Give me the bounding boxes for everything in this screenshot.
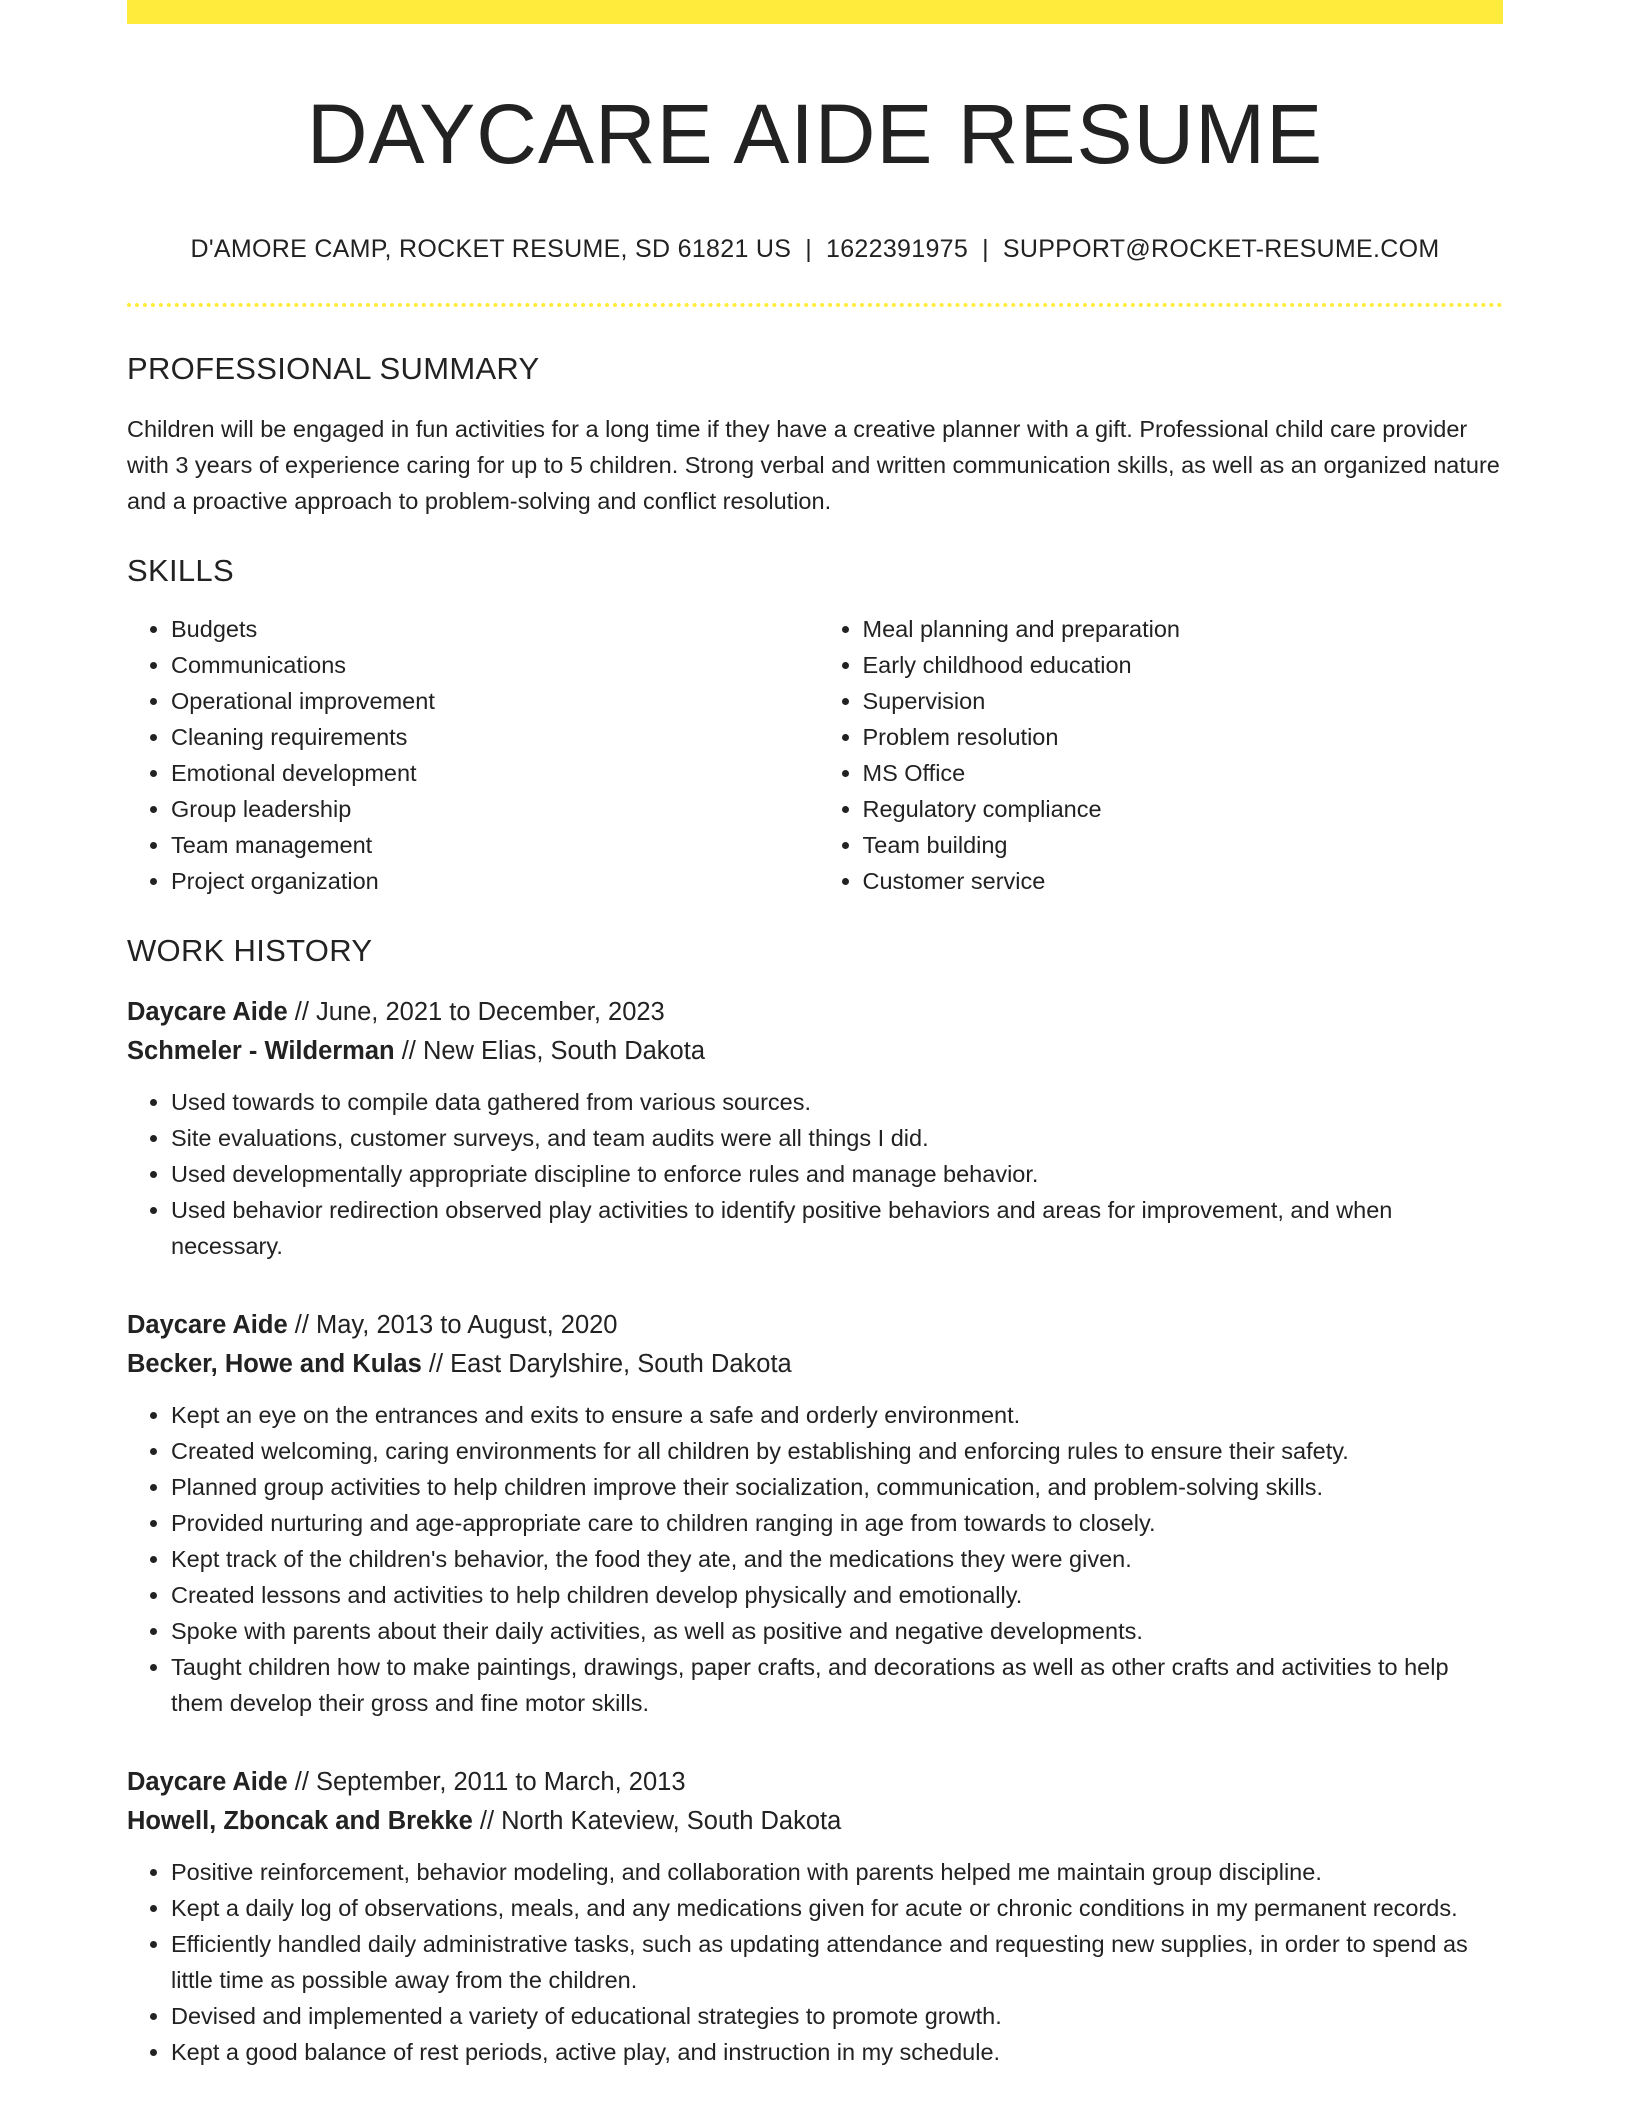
skill-item: • Cleaning requirements [171, 719, 812, 755]
job-bullet: • Efficiently handled daily administrative tasks, such as updating attendance and requesting new supplies, in order to spend as little time as possible away from the children. [171, 1926, 1503, 1998]
job-company-line [127, 1802, 1503, 1841]
job-location: // North Kateview, South Dakota [472, 1807, 842, 1835]
job-dates: // September, 2011 to March, 2013 [287, 1768, 686, 1796]
skills-list-left [127, 611, 812, 899]
dotted-divider [127, 303, 1503, 307]
job-bullet: • Spoke with parents about their daily activities, as well as positive and negative developments. [171, 1613, 1503, 1649]
skill-item: • MS Office [863, 755, 1504, 791]
work-history-heading: WORK HISTORY [127, 933, 373, 968]
skill-item: • Emotional development [171, 755, 812, 791]
job-bullets [127, 1854, 1503, 2070]
job-bullet: • Kept a daily log of observations, meals, and any medications given for acute or chronic conditions in my permanent records. [171, 1890, 1503, 1926]
summary-heading: PROFESSIONAL SUMMARY [127, 351, 540, 386]
job-bullet: • Devised and implemented a variety of educational strategies to promote growth. [171, 1998, 1503, 2034]
resume-page [127, 0, 1503, 2070]
job-bullet: • Planned group activities to help children improve their socialization, communication, and problem-solving skills. [171, 1469, 1503, 1505]
job-bullets [127, 1084, 1503, 1264]
skill-item: • Project organization [171, 863, 812, 899]
skill-item: • Communications [171, 647, 812, 683]
job-title-line [127, 1763, 1503, 1802]
job-location: // New Elias, South Dakota [394, 1037, 706, 1065]
job-bullet: • Taught children how to make paintings, drawings, paper crafts, and decorations as well as other crafts and activities to help them develop their gross and fine motor skills. [171, 1649, 1503, 1721]
skill-item: • Team building [863, 827, 1504, 863]
job-company-line [127, 1032, 1503, 1071]
job-bullet: • Used towards to compile data gathered from various sources. [171, 1084, 1503, 1120]
skill-item: • Customer service [863, 863, 1504, 899]
job-bullet: • Used behavior redirection observed play activities to identify positive behaviors and areas for improvement, and when necessary. [171, 1192, 1503, 1264]
job-title-line [127, 993, 1503, 1032]
skill-item: • Team management [171, 827, 812, 863]
contact-address: D'AMORE CAMP, ROCKET RESUME, SD 61821 US [190, 235, 792, 263]
resume-title: DAYCARE AIDE RESUME [306, 87, 1324, 181]
contact-phone: 1622391975 [826, 235, 969, 263]
contact-email: SUPPORT@ROCKET-RESUME.COM [1002, 235, 1440, 263]
job-company-line [127, 1345, 1503, 1384]
job-title: Daycare Aide [127, 998, 288, 1026]
job-dates: // June, 2021 to December, 2023 [287, 998, 665, 1026]
summary-text: Children will be engaged in fun activities for a long time if they have a creative planner with a gift. Professional child care provider with 3 years of experience caring for up to 5 children. Strong verbal and written communication skills, as well as an organized nature and a proactive approach to problem-solving and conflict resolution. [127, 416, 1500, 514]
skill-item: • Budgets [171, 611, 812, 647]
accent-top-bar [127, 0, 1503, 24]
job-bullet: • Provided nurturing and age-appropriate care to children ranging in age from towards to closely. [171, 1505, 1503, 1541]
job-bullet: • Created welcoming, caring environments for all children by establishing and enforcing rules to ensure their safety. [171, 1433, 1503, 1469]
job-bullet: • Used developmentally appropriate discipline to enforce rules and manage behavior. [171, 1156, 1503, 1192]
job-bullet: • Created lessons and activities to help children develop physically and emotionally. [171, 1577, 1503, 1613]
job-bullet: • Positive reinforcement, behavior modeling, and collaboration with parents helped me maintain group discipline. [171, 1854, 1503, 1890]
contact-separator: | [805, 235, 813, 263]
skills-columns [127, 611, 1503, 899]
job-title: Daycare Aide [127, 1768, 288, 1796]
skill-item: • Operational improvement [171, 683, 812, 719]
skill-item: • Group leadership [171, 791, 812, 827]
job-entry [127, 993, 1503, 1264]
job-bullets [127, 1397, 1503, 1721]
job-company: Howell, Zboncak and Brekke [127, 1807, 473, 1835]
job-entry [127, 1763, 1503, 2070]
skill-item: • Problem resolution [863, 719, 1504, 755]
job-title-line [127, 1306, 1503, 1345]
contact-separator: | [982, 235, 989, 263]
job-dates: // May, 2013 to August, 2020 [287, 1311, 618, 1339]
skills-list-right [812, 611, 1504, 899]
job-location: // East Darylshire, South Dakota [421, 1350, 792, 1378]
job-title: Daycare Aide [127, 1311, 288, 1339]
job-company: Becker, Howe and Kulas [127, 1350, 422, 1378]
job-bullet: • Kept track of the children's behavior, the food they ate, and the medications they were given. [171, 1541, 1503, 1577]
skill-item: • Meal planning and preparation [863, 611, 1504, 647]
skills-heading: SKILLS [127, 553, 234, 588]
job-bullet: • Kept a good balance of rest periods, active play, and instruction in my schedule. [171, 2034, 1503, 2070]
job-bullet: • Site evaluations, customer surveys, and team audits were all things I did. [171, 1120, 1503, 1156]
skill-item: • Early childhood education [863, 647, 1504, 683]
job-entry [127, 1306, 1503, 1721]
job-bullet: • Kept an eye on the entrances and exits to ensure a safe and orderly environment. [171, 1397, 1503, 1433]
job-company: Schmeler - Wilderman [127, 1037, 395, 1065]
skill-item: • Supervision [863, 683, 1504, 719]
skill-item: • Regulatory compliance [863, 791, 1504, 827]
contact-line [127, 234, 1503, 264]
